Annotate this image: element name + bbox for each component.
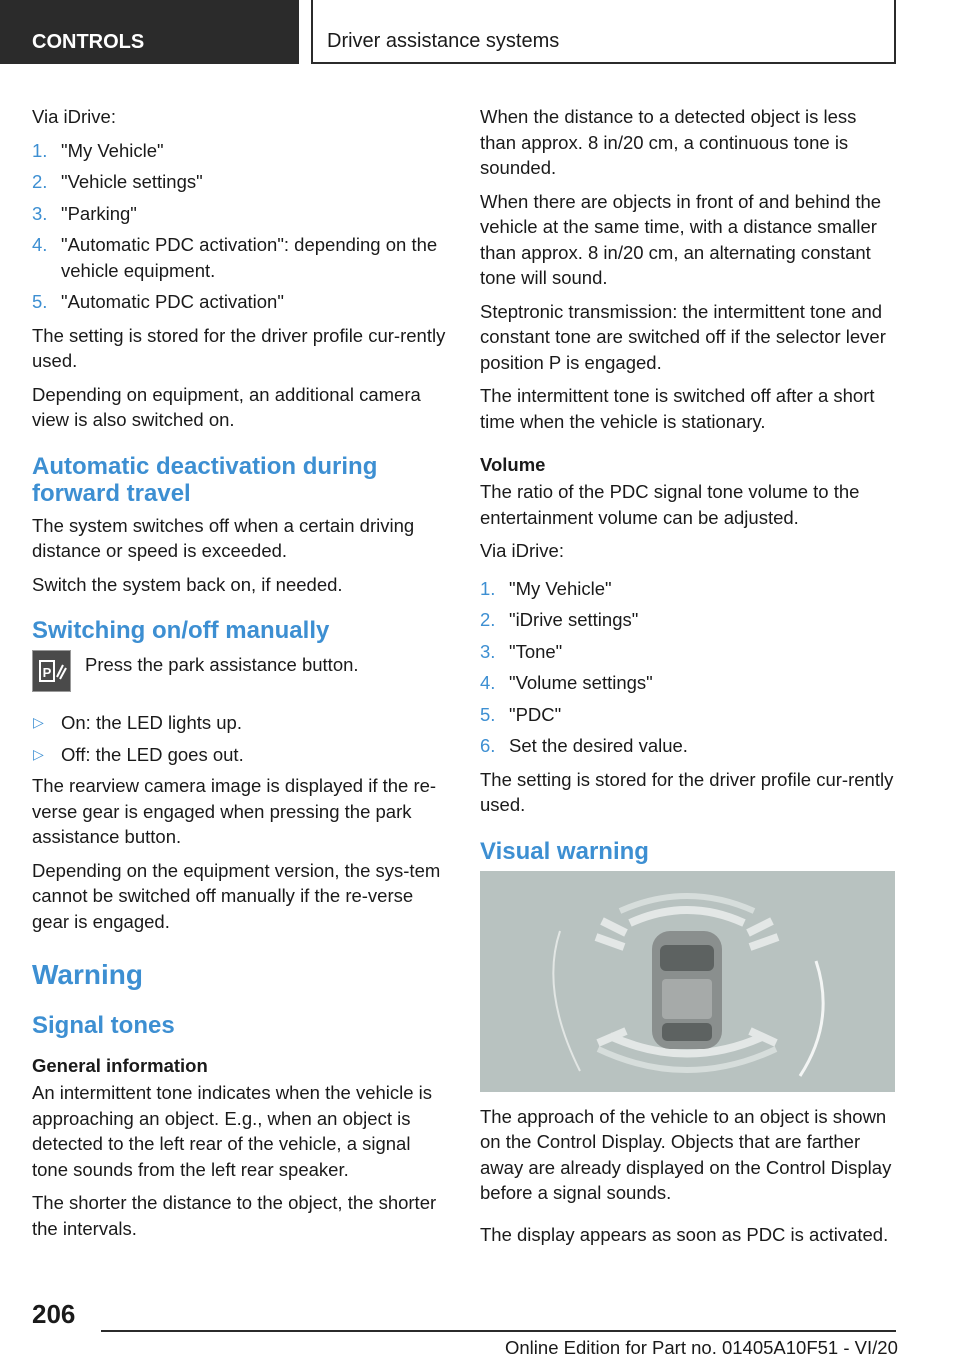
paragraph: Switch the system back on, if needed. xyxy=(32,573,343,595)
triangle-bullet-icon: ▷ xyxy=(33,745,44,762)
page-title: Driver assistance systems xyxy=(311,0,896,64)
park-assistance-button-icon xyxy=(32,650,71,692)
heading-warning: Warning xyxy=(32,959,143,990)
list-item: 4. "Volume settings" xyxy=(480,672,653,693)
heading-volume: Volume xyxy=(480,454,546,475)
section-tab: CONTROLS xyxy=(0,0,299,64)
list-item: 3. "Tone" xyxy=(480,640,563,662)
volume-steps-list xyxy=(480,576,896,759)
paragraph: Depending on equipment, an additional camera view is also switched on. xyxy=(32,383,421,430)
led-status-list xyxy=(32,710,447,767)
paragraph: The shorter the distance to the object, the shorter the intervals. xyxy=(32,1192,437,1239)
right-column xyxy=(480,104,896,1255)
list-item: 2. "iDrive settings" xyxy=(480,609,639,630)
paragraph: Depending on the equipment version, the sys-tem cannot be switched off manually if the re-verse gear is engaged. xyxy=(32,859,441,932)
paragraph: The setting is stored for the driver profile cur-rently used. xyxy=(480,768,894,815)
paragraph: The system switches off when a certain driving distance or speed is exceeded. xyxy=(32,514,415,561)
via-idrive-label: Via iDrive: xyxy=(480,540,564,561)
paragraph: The approach of the vehicle to an object is shown on the Control Display. Objects that are farther away are already displayed on the Control Display before a signal sounds. xyxy=(480,1105,892,1203)
list-item: 4. "Automatic PDC activation": depending on the vehicle equipment. xyxy=(32,234,438,281)
edition-info: Online Edition for Part no. 01405A10F51 - VI/20 xyxy=(505,1337,898,1358)
paragraph: The ratio of the PDC signal tone volume to the entertainment volume can be adjusted. xyxy=(480,481,860,528)
paragraph: An intermittent tone indicates when the vehicle is approaching an object. E.g., when an object is detected to the left rear of the vehicle, a signal tone sounds from the left rear speaker. xyxy=(32,1082,433,1180)
paragraph: Steptronic transmission: the intermittent tone and constant tone are switched off if the selector lever position P is engaged. xyxy=(480,300,886,373)
list-item: 5. "Automatic PDC activation" xyxy=(32,291,284,312)
triangle-bullet-icon: ▷ xyxy=(33,714,44,730)
paragraph: The display appears as soon as PDC is activated. xyxy=(480,1223,889,1245)
heading-visual-warning: Visual warning xyxy=(480,837,649,865)
page-number: 206 xyxy=(32,1299,76,1329)
paragraph: The setting is stored for the driver profile cur-rently used. xyxy=(32,324,446,371)
heading-signal-tones: Signal tones xyxy=(32,1012,175,1039)
list-item: 2. "Vehicle settings" xyxy=(32,171,203,192)
list-item: 1. "My Vehicle" xyxy=(32,139,164,161)
footer-divider xyxy=(101,1330,896,1332)
heading-switching-manually: Switching on/off manually xyxy=(32,617,330,644)
list-item: 6. Set the desired value. xyxy=(480,735,688,756)
left-column xyxy=(32,104,447,1249)
list-item: 5. "PDC" xyxy=(480,703,562,725)
heading-general-information: General information xyxy=(32,1055,208,1076)
via-idrive-label: Via iDrive: xyxy=(32,106,116,127)
svg-text:P: P xyxy=(42,665,52,680)
list-item: 1. "My Vehicle" xyxy=(480,577,612,599)
park-assist-button-row xyxy=(32,650,447,700)
paragraph: The intermittent tone is switched off after a short time when the vehicle is stationary. xyxy=(480,385,875,432)
heading-automatic-deactivation: Automatic deactivation during forward travel xyxy=(32,452,378,507)
paragraph: The rearview camera image is displayed if the re-verse gear is engaged when pressing the park assistance button. xyxy=(32,775,437,847)
list-item: ▷ Off: the LED goes out. xyxy=(32,742,447,768)
pdc-display-illustration xyxy=(480,871,895,1092)
paragraph: When there are objects in front of and behind the vehicle at the same time, with a distance smaller than approx. 8 in/20 cm, an alternating constant tone will sound. xyxy=(480,190,882,288)
list-item: 3. "Parking" xyxy=(32,202,137,224)
paragraph: When the distance to a detected object is less than approx. 8 in/20 cm, a continuous tone is sounded. xyxy=(480,106,857,178)
settings-steps-list xyxy=(32,138,447,315)
button-instruction: Press the park assistance button. xyxy=(85,654,359,675)
list-item: ▷ On: the LED lights up. xyxy=(32,710,447,736)
